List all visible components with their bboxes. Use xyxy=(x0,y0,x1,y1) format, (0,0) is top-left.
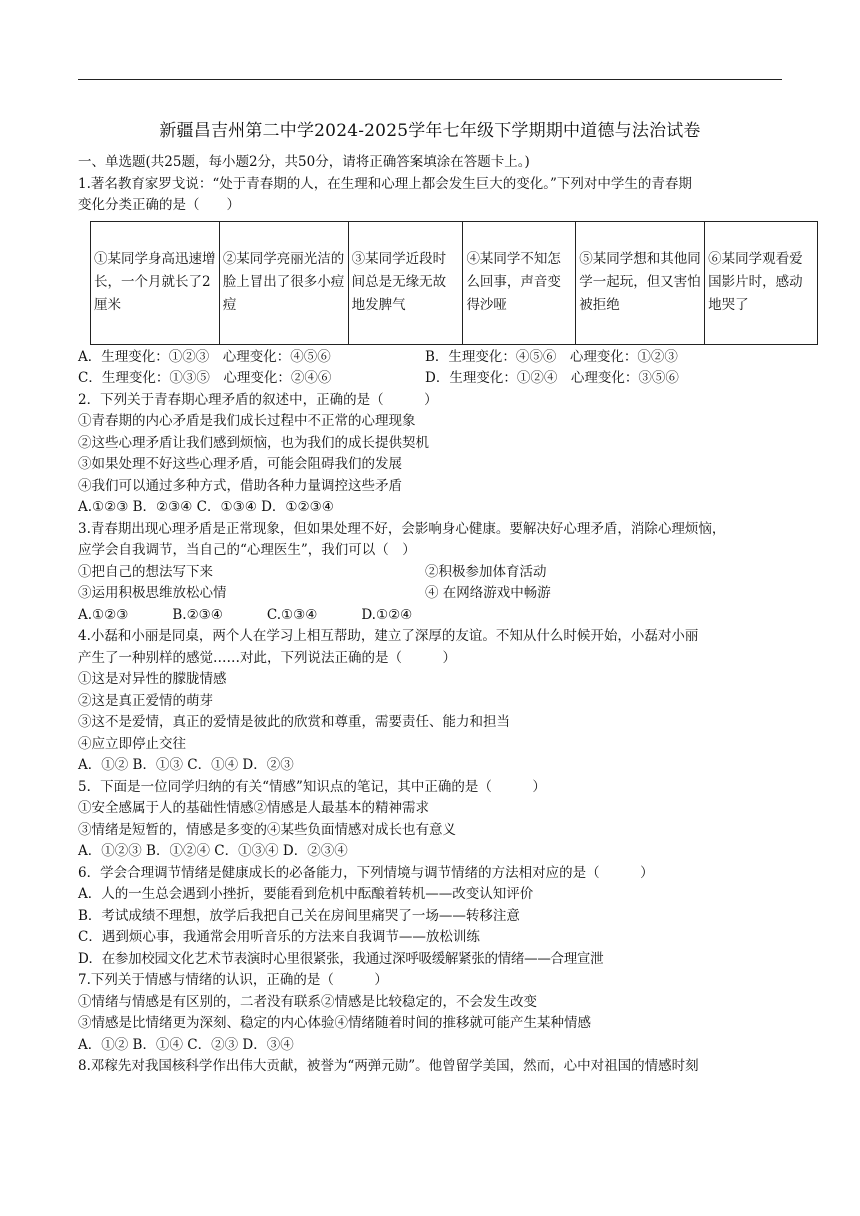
q1-option-b: B．生理变化：④⑤⑥ 心理变化：①②③ xyxy=(425,348,678,365)
q1-option-a: A．生理变化：①②③ 心理变化：④⑤⑥ xyxy=(78,348,331,365)
q1-options-cd xyxy=(78,368,818,390)
q2-item-1: ①青春期的内心矛盾是我们成长过程中不正常的心理现象 xyxy=(78,413,416,429)
header-rule xyxy=(78,79,782,80)
q2-item-3: ③如果处理不好这些心理矛盾，可能会阻碍我们的发展 xyxy=(78,456,402,472)
q7-items-line1: ①情绪与情感是有区别的，二者没有联系②情感是比较稳定的，不会发生改变 xyxy=(78,993,537,1010)
q3-item-2: ②积极参加体育活动 xyxy=(425,563,547,580)
q6-option-a: A．人的一生总会遇到小挫折，要能看到危机中酝酿着转机——改变认知评价 xyxy=(78,886,534,902)
q1-case-table xyxy=(90,221,818,345)
q2-item-2: ②这些心理矛盾让我们感到烦恼，也为我们的成长提供契机 xyxy=(78,434,429,451)
q1-stem-line1: 1.著名教育家罗戈说：“处于青春期的人，在生理和心理上都会发生巨大的变化。”下列对中学生的青春期 xyxy=(78,175,692,192)
q1-case-6: ⑥某同学观看爱国影片时，感动地哭了 xyxy=(705,221,818,344)
q2-options: A.①②③ B．②③④ C．①③④ D．①②③④ xyxy=(78,499,334,515)
q3-stem-line2: 应学会自我调节，当自己的“心理医生”，我们可以（ ） xyxy=(78,542,416,558)
q2-stem: 2．下列关于青春期心理矛盾的叙述中，正确的是（ ） xyxy=(78,391,438,408)
q3-option-c: C.①③④ xyxy=(266,606,318,623)
q4-item-2: ②这是真正爱情的萌芽 xyxy=(78,692,213,709)
q7-items-line2: ③情感是比情绪更为深刻、稳定的内心体验④情绪随着时间的推移就可能产生某种情感 xyxy=(78,1015,591,1031)
q1-case-4: ④某同学不知怎么回事，声音变得沙哑 xyxy=(463,221,576,344)
q3-item-4: ④ 在网络游戏中畅游 xyxy=(425,585,551,601)
q4-item-3: ③这不是爱情，真正的爱情是彼此的欣赏和尊重，需要责任、能力和担当 xyxy=(78,714,510,730)
q1-case-1: ①某同学身高迅速增长，一个月就长了2厘米 xyxy=(91,221,220,344)
q1-case-2: ②某同学亮丽光洁的脸上冒出了很多小痘痘 xyxy=(219,221,348,344)
q4-item-4: ④应立即停止交往 xyxy=(78,735,186,752)
q3-option-a: A.①②③ xyxy=(78,606,129,623)
q3-item-3: ③运用积极思维放松心情 xyxy=(78,585,227,601)
q4-item-1: ①这是对异性的朦胧情感 xyxy=(78,671,227,687)
section-heading: 一、单选题(共25题，每小题2分，共50分，请将正确答案填涂在答题卡上。) xyxy=(78,154,530,170)
q1-stem-line2: 变化分类正确的是（ ） xyxy=(78,197,240,213)
q6-option-b: B．考试成绩不理想，放学后我把自己关在房间里痛哭了一场——转移注意 xyxy=(78,907,520,924)
q5-options: A．①②③ B．①②④ C．①③④ D．②③④ xyxy=(78,843,348,859)
q3-options xyxy=(78,605,818,627)
q3-stem-line1: 3.青春期出现心理矛盾是正常现象，但如果处理不好，会影响身心健康。要解决好心理矛盾，消除心理烦恼， xyxy=(78,520,726,537)
q3-option-b: B.②③④ xyxy=(172,606,223,623)
q8-stem-line1: 8.邓稼先对我国核科学作出伟大贡献，被誉为“两弹元勋”。他曾留学美国，然而，心中对祖国的情感时刻 xyxy=(78,1058,699,1074)
exam-title: 新疆昌吉州第二中学2024-2025学年七年级下学期期中道德与法治试卷 xyxy=(159,121,701,141)
exam-content xyxy=(78,152,818,1078)
q7-options: A．①② B．①④ C．②③ D．③④ xyxy=(78,1036,294,1053)
q5-stem: 5．下面是一位同学归纳的有关“情感”知识点的笔记，其中正确的是（ ） xyxy=(78,778,546,795)
q1-option-d: D．生理变化：①②④ 心理变化：③⑤⑥ xyxy=(425,370,679,386)
q4-stem-line1: 4.小磊和小丽是同桌，两个人在学习上相互帮助，建立了深厚的友谊。不知从什么时候开始，小磊对小丽 xyxy=(78,628,699,644)
q3-items-row2 xyxy=(78,583,818,605)
q6-option-d: D．在参加校园文化艺术节表演时心里很紧张，我通过深呼吸缓解紧张的情绪——合理宣泄 xyxy=(78,950,604,967)
q6-option-c: C．遇到烦心事，我通常会用听音乐的方法来自我调节——放松训练 xyxy=(78,929,480,945)
q1-options-ab xyxy=(78,347,818,369)
q5-items-line2: ③情绪是短暂的，情感是多变的④某些负面情感对成长也有意义 xyxy=(78,821,456,838)
q7-stem: 7.下列关于情感与情绪的认识，正确的是（ ） xyxy=(78,972,388,988)
q3-item-1: ①把自己的想法写下来 xyxy=(78,563,213,580)
q3-option-d: D.①②④ xyxy=(361,606,413,623)
q4-options: A．①② B．①③ C．①④ D．②③ xyxy=(78,757,294,773)
q2-item-4: ④我们可以通过多种方式，借助各种力量调控这些矛盾 xyxy=(78,477,402,494)
q1-case-3: ③某同学近段时间总是无缘无故地发脾气 xyxy=(348,221,463,344)
q4-stem-line2: 产生了一种别样的感觉……对此，下列说法正确的是（ ） xyxy=(78,649,456,666)
q5-items-line1: ①安全感属于人的基础性情感②情感是人最基本的精神需求 xyxy=(78,800,429,816)
q1-case-5: ⑤某同学想和其他同学一起玩，但又害怕被拒绝 xyxy=(576,221,705,344)
q1-option-c: C．生理变化：①③⑤ 心理变化：②④⑥ xyxy=(78,370,332,386)
q3-items-row1 xyxy=(78,562,818,584)
q6-stem: 6．学会合理调节情绪是健康成长的必备能力，下列情境与调节情绪的方法相对应的是（ ） xyxy=(78,864,654,881)
